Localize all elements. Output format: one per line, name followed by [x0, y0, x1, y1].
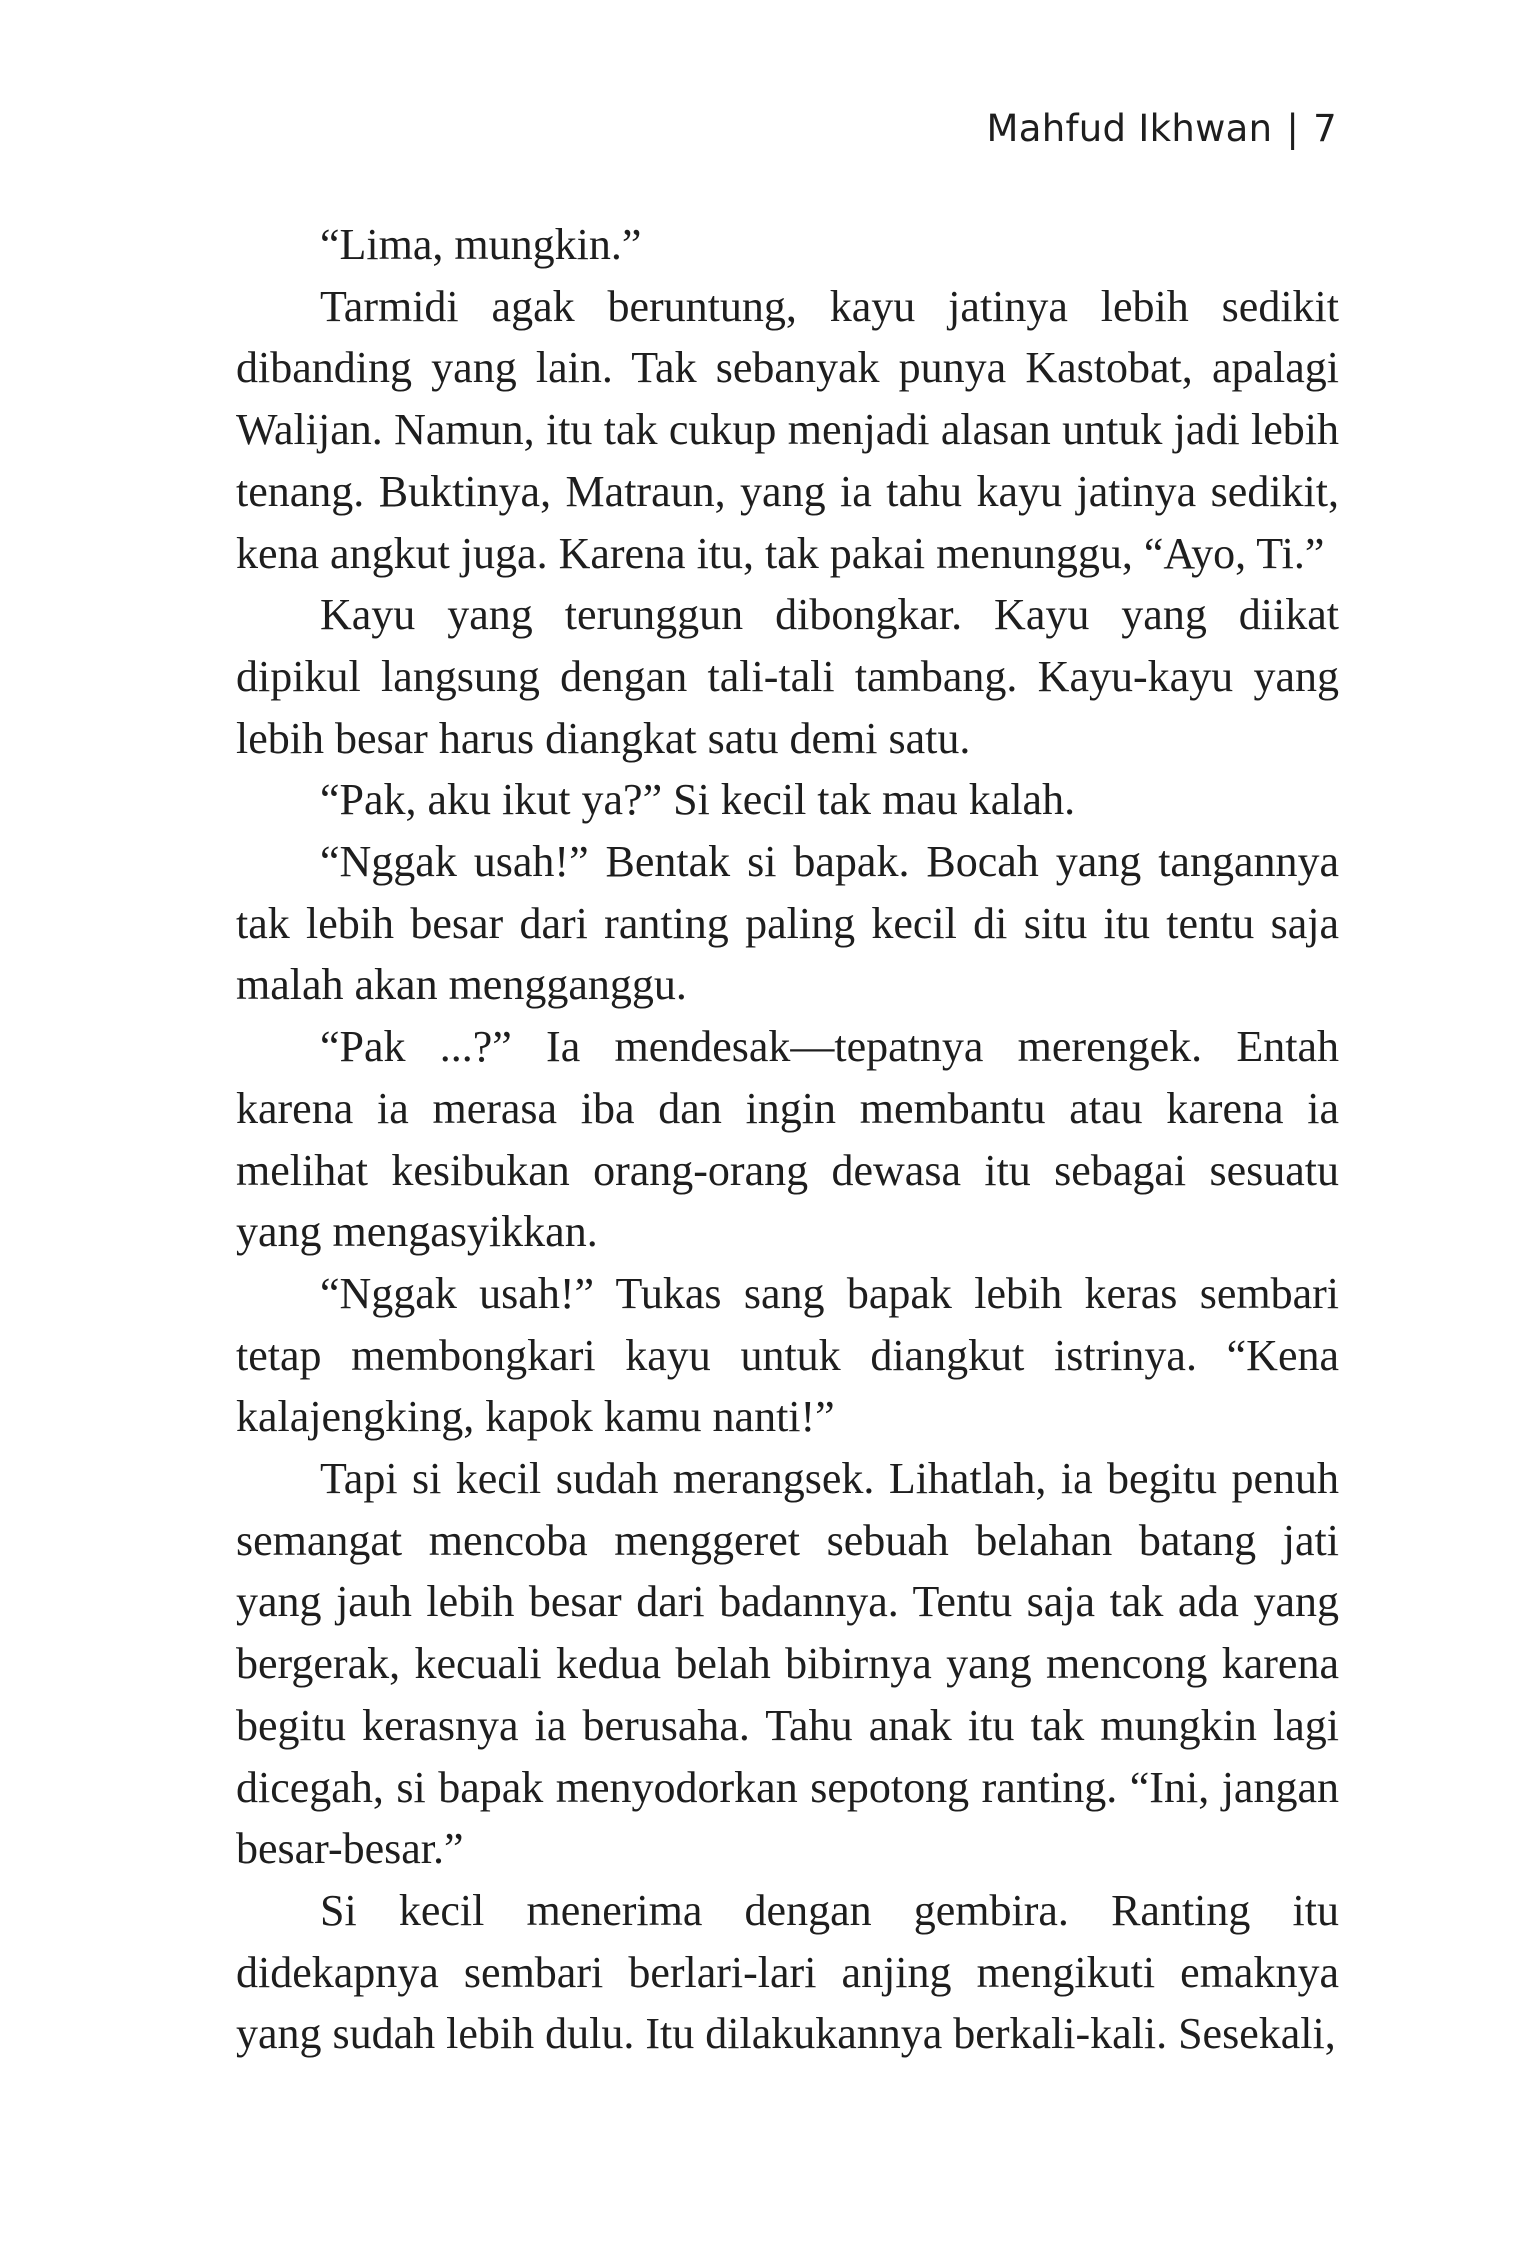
paragraph: Si kecil menerima dengan gembira. Ranting itu didekapnya sembari berlari-lari anjing mengikuti emaknya yang sudah lebih dulu. Itu dilakukannya berkali-kali. Sesekali,	[236, 1885, 1339, 2059]
running-header	[987, 104, 1337, 154]
page-number: 7	[1313, 107, 1337, 150]
paragraph: “Pak, aku ikut ya?” Si kecil tak mau kalah.	[320, 775, 1076, 825]
header-separator: |	[1286, 107, 1300, 150]
paragraph: “Lima, mungkin.”	[320, 220, 642, 269]
body-text	[236, 214, 1339, 2065]
paragraph: Kayu yang terunggun dibongkar. Kayu yang diikat dipikul langsung dengan tali-tali tambang. Kayu-kayu yang lebih besar harus diangkat satu demi satu.	[236, 590, 1339, 763]
header-author: Mahfud Ikhwan	[986, 107, 1273, 150]
paragraph: “Nggak usah!” Bentak si bapak. Bocah yang tangannya tak lebih besar dari ranting paling kecil di situ itu tentu saja malah akan mengganggu.	[236, 837, 1339, 1010]
paragraph: “Nggak usah!” Tukas sang bapak lebih keras sembari tetap membongkari kayu untuk diangkut istrinya. “Kena kalajengking, kapok kamu nanti!”	[236, 1268, 1339, 1442]
paragraph: Tarmidi agak beruntung, kayu jatinya lebih sedikit dibanding yang lain. Tak sebanyak punya Kastobat, apalagi Walijan. Namun, itu tak cukup menjadi alasan untuk jadi lebih tenang. Buktinya, Matraun, yang ia tahu kayu jatinya sedikit, kena angkut juga. Karena itu, tak pakai menunggu, “Ayo, Ti.”	[236, 281, 1339, 578]
paragraph: Tapi si kecil sudah merangsek. Lihatlah, ia begitu penuh semangat mencoba menggeret sebuah belahan batang jati yang jauh lebih besar dari badannya. Tentu saja tak ada yang bergerak, kecuali kedua belah bibirnya yang mencong karena begitu kerasnya ia berusaha. Tahu anak itu tak mungkin lagi dicegah, si bapak menyodorkan sepotong ranting. “Ini, jangan besar-besar.”	[236, 1454, 1339, 1874]
paragraph: “Pak ...?” Ia mendesak—tepatnya merengek. Entah karena ia merasa iba dan ingin membantu atau karena ia melihat kesibukan orang-orang dewasa itu sebagai sesuatu yang mengasyikkan.	[236, 1022, 1339, 1257]
